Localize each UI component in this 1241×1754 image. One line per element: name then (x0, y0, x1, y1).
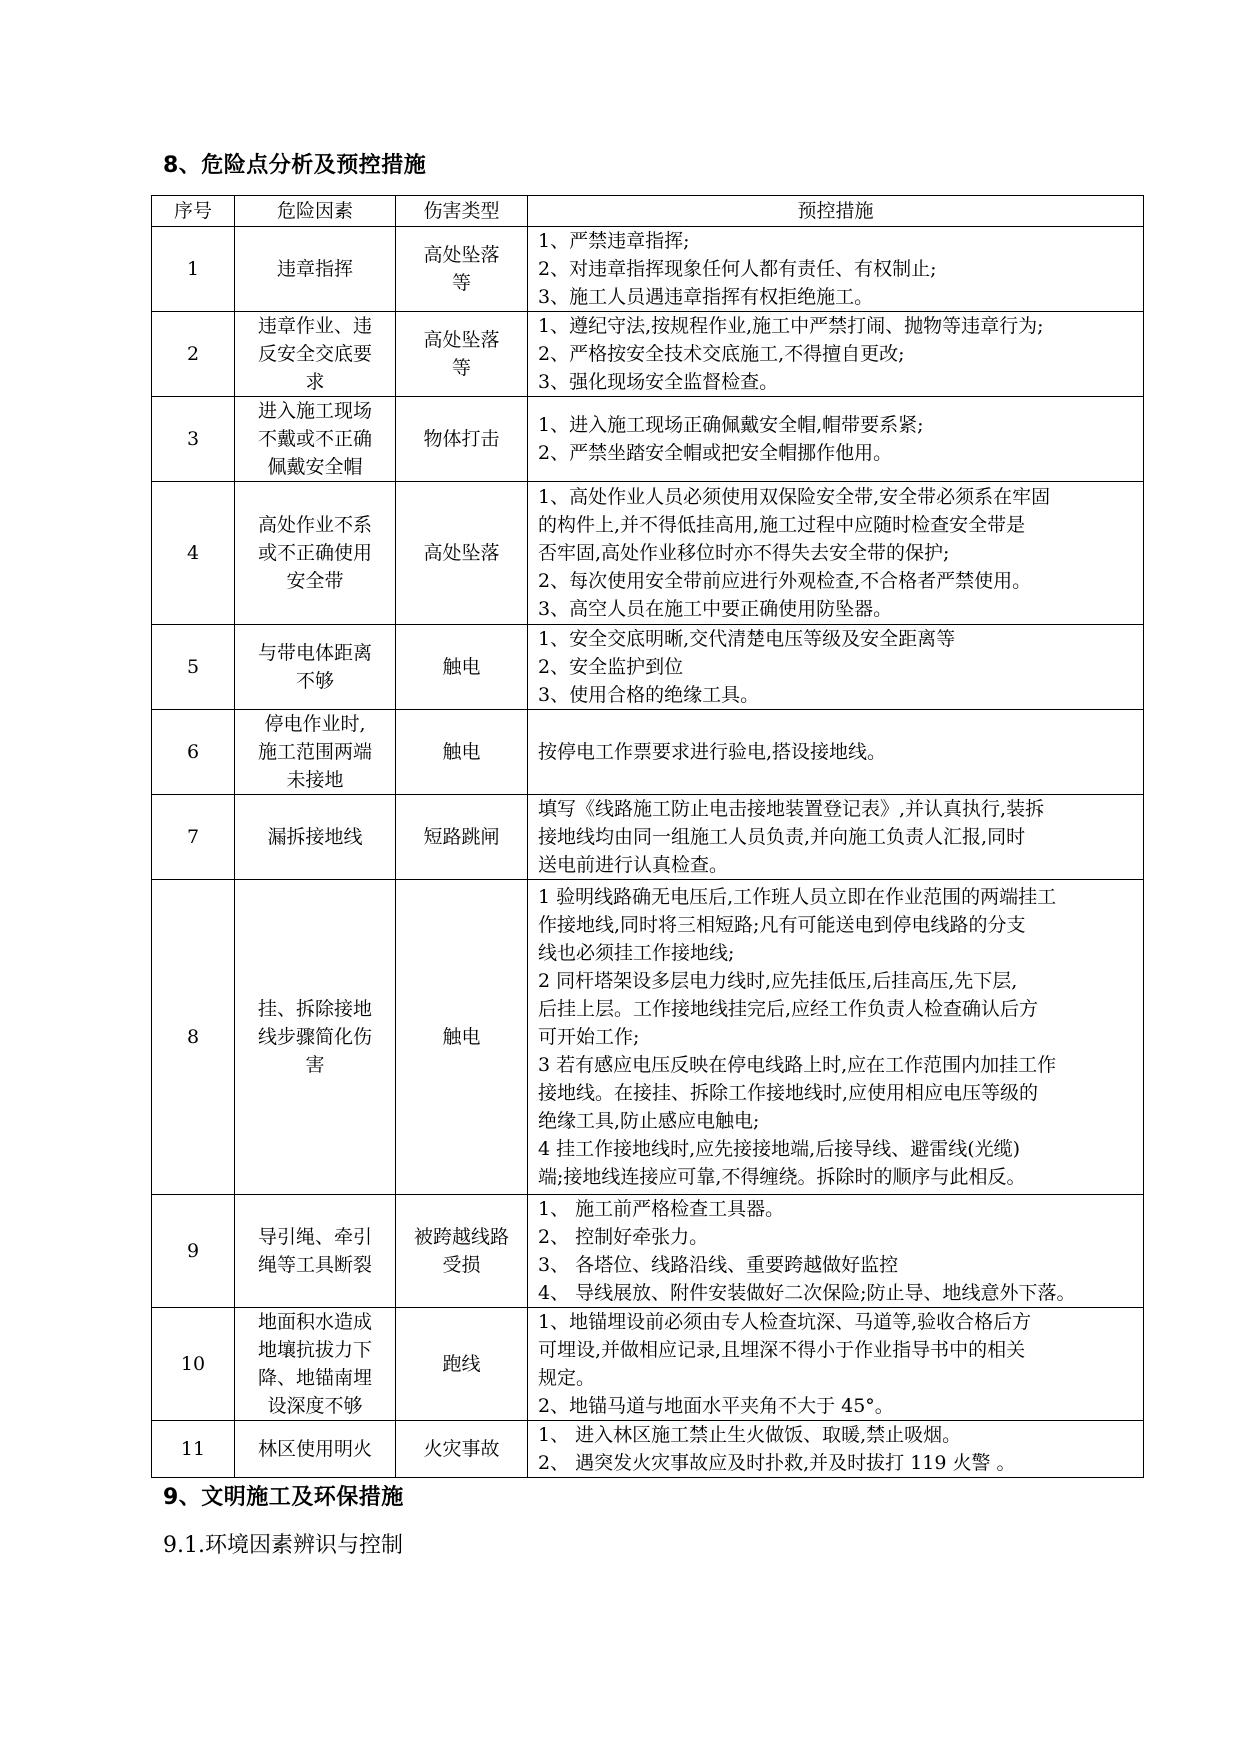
control-measures-line: 可开始工作; (538, 1026, 640, 1048)
hazard-factor-line: 不够 (295, 670, 334, 692)
row-number: 5 (152, 625, 235, 710)
control-measures-line: 2、地锚马道与地面水平夹角不大于 45°。 (538, 1395, 894, 1417)
hazard-factor-line: 设深度不够 (267, 1395, 363, 1417)
header-factor: 危险因素 (235, 196, 396, 227)
hazard-factor (235, 625, 396, 710)
hazard-factor-line: 绳等工具断裂 (257, 1254, 372, 1276)
control-measures-line: 1、高处作业人员必须使用双保险安全带,安全带必须系在牢固 (538, 486, 1051, 508)
row-number: 2 (152, 312, 235, 397)
hazard-factor-line: 未接地 (286, 769, 344, 791)
control-measures-line: 后挂上层。工作接地线挂完后,应经工作负责人检查确认后方 (538, 998, 1039, 1020)
control-measures-line: 的构件上,并不得低挂高用,施工过程中应随时检查安全带是 (538, 514, 1026, 536)
control-measures-line: 2、对违章指挥现象任何人都有责任、有权制止; (538, 258, 937, 280)
control-measures-line: 规定。 (538, 1367, 596, 1389)
hazard-factor-line: 施工范围两端 (257, 741, 372, 763)
control-measures-line: 4、 导线展放、附件安装做好二次保险;防止导、地线意外下落。 (538, 1282, 1076, 1304)
control-measures-line: 送电前进行认真检查。 (538, 854, 729, 876)
table-row (152, 482, 1144, 625)
harm-type-line: 受损 (442, 1254, 481, 1276)
row-number: 11 (152, 1421, 235, 1478)
control-measures-line: 作接地线,同时将三相短路;凡有可能送电到停电线路的分支 (538, 914, 1026, 936)
control-measures (528, 880, 1144, 1195)
harm-type (396, 1195, 528, 1308)
control-measures (528, 795, 1144, 880)
table-row (152, 1421, 1144, 1478)
control-measures-line: 1、遵纪守法,按规程作业,施工中严禁打闹、抛物等违章行为; (538, 315, 1044, 337)
control-measures (528, 397, 1144, 482)
header-harm: 伤害类型 (396, 196, 528, 227)
hazard-factor-line: 进入施工现场 (257, 400, 372, 422)
hazard-factor (235, 482, 396, 625)
hazard-factor-line: 反安全交底要 (257, 343, 372, 365)
hazard-factor-line: 地面积水造成 (257, 1311, 372, 1333)
table-row (152, 710, 1144, 795)
hazard-factor (235, 795, 396, 880)
hazard-factor (235, 397, 396, 482)
control-measures-line: 1、安全交底明晰,交代清楚电压等级及安全距离等 (538, 628, 956, 650)
control-measures-line: 1、 进入林区施工禁止生火做饭、取暖,禁止吸烟。 (538, 1424, 962, 1446)
harm-type-line: 短路跳闸 (423, 826, 500, 848)
harm-type (396, 710, 528, 795)
control-measures-line: 2、 控制好牵张力。 (538, 1226, 709, 1248)
control-measures-line: 4 挂工作接地线时,应先接接地端,后接导线、避雷线(光缆) (538, 1138, 1021, 1160)
harm-type (396, 1308, 528, 1421)
hazard-factor-line: 停电作业时, (264, 713, 366, 735)
header-measures: 预控措施 (528, 196, 1144, 227)
row-number: 8 (152, 880, 235, 1195)
hazard-factor-line: 佩戴安全帽 (267, 456, 363, 478)
control-measures (528, 1308, 1144, 1421)
control-measures-line: 2、严禁坐踏安全帽或把安全帽挪作他用。 (538, 442, 893, 464)
harm-type-line: 触电 (442, 1026, 481, 1048)
control-measures-line: 3、 各塔位、线路沿线、重要跨越做好监控 (538, 1254, 899, 1276)
control-measures-line: 可埋设,并做相应记录,且埋深不得小于作业指导书中的相关 (538, 1339, 1026, 1361)
control-measures-line: 1、严禁违章指挥; (538, 230, 690, 252)
control-measures (528, 312, 1144, 397)
harm-type-line: 触电 (442, 741, 481, 763)
row-number: 3 (152, 397, 235, 482)
harm-type-line: 高处坠落 (423, 542, 500, 564)
table-row (152, 880, 1144, 1195)
hazard-factor-line: 不戴或不正确 (257, 428, 372, 450)
row-number: 6 (152, 710, 235, 795)
harm-type-line: 跑线 (442, 1353, 481, 1375)
table-row (152, 397, 1144, 482)
harm-type (396, 625, 528, 710)
hazard-factor-line: 求 (305, 371, 325, 393)
control-measures-line: 2 同杆塔架设多层电力线时,应先挂低压,后挂高压,先下层, (538, 970, 1018, 992)
harm-type (396, 795, 528, 880)
harm-type-line: 被跨越线路 (413, 1226, 509, 1248)
hazard-factor-line: 漏拆接地线 (267, 826, 363, 848)
harm-type (396, 397, 528, 482)
row-number: 4 (152, 482, 235, 625)
hazard-factor-line: 高处作业不系 (257, 514, 372, 536)
table-header-row (152, 196, 1144, 227)
hazard-factor-line: 线步骤简化伤 (257, 1026, 372, 1048)
hazard-factor (235, 312, 396, 397)
harm-type-line: 等 (451, 357, 471, 379)
control-measures-line: 填写《线路施工防止电击接地装置登记表》,并认真执行,装拆 (538, 798, 1045, 820)
hazard-factor (235, 1195, 396, 1308)
harm-type (396, 1421, 528, 1478)
control-measures (528, 482, 1144, 625)
harm-type-line: 火灾事故 (423, 1438, 500, 1460)
harm-type (396, 227, 528, 312)
table-row (152, 795, 1144, 880)
control-measures-line: 3、施工人员遇违章指挥有权拒绝施工。 (538, 286, 874, 308)
hazard-factor-line: 挂、拆除接地 (257, 998, 372, 1020)
row-number: 10 (152, 1308, 235, 1421)
harm-type-line: 高处坠落 (423, 329, 500, 351)
control-measures-line: 绝缘工具,防止感应电触电; (538, 1110, 760, 1132)
harm-type-line: 高处坠落 (423, 244, 500, 266)
hazard-factor-line: 害 (305, 1054, 325, 1076)
harm-type (396, 880, 528, 1195)
control-measures (528, 1195, 1144, 1308)
hazard-factor-line: 林区使用明火 (257, 1438, 372, 1460)
harm-type-line: 等 (451, 272, 471, 294)
control-measures (528, 1421, 1144, 1478)
control-measures (528, 625, 1144, 710)
control-measures-line: 2、安全监护到位 (538, 656, 684, 678)
harm-type (396, 482, 528, 625)
control-measures-line: 3、强化现场安全监督检查。 (538, 371, 779, 393)
hazard-factor (235, 880, 396, 1195)
control-measures-line: 1、进入施工现场正确佩戴安全帽,帽带要系紧; (538, 414, 924, 436)
table-row (152, 312, 1144, 397)
table-row (152, 625, 1144, 710)
control-measures-line: 接地线均由同一组施工人员负责,并向施工负责人汇报,同时 (538, 826, 1026, 848)
row-number: 7 (152, 795, 235, 880)
control-measures-line: 端;接地线连接应可靠,不得缠绕。拆除时的顺序与此相反。 (538, 1166, 1026, 1188)
section-9-heading: 9、文明施工及环保措施 (163, 1485, 404, 1510)
harm-type-line: 触电 (442, 656, 481, 678)
control-measures-line: 1、 施工前严格检查工具器。 (538, 1198, 785, 1220)
table-row (152, 1195, 1144, 1308)
control-measures-line: 2、严格按安全技术交底施工,不得擅自更改; (538, 343, 905, 365)
row-number: 9 (152, 1195, 235, 1308)
control-measures-line: 1 验明线路确无电压后,工作班人员立即在作业范围的两端挂工 (538, 886, 1057, 908)
hazard-factor-line: 与带电体距离 (257, 642, 372, 664)
hazard-factor-line: 降、地锚南埋 (257, 1367, 372, 1389)
hazard-factor (235, 710, 396, 795)
control-measures-line: 3、高空人员在施工中要正确使用防坠器。 (538, 598, 893, 620)
control-measures-line: 1、地锚埋设前必须由专人检查坑深、马道等,验收合格后方 (538, 1311, 1032, 1333)
control-measures-line: 接地线。在接挂、拆除工作接地线时,应使用相应电压等级的 (538, 1082, 1039, 1104)
table-row (152, 1308, 1144, 1421)
control-measures (528, 227, 1144, 312)
control-measures-line: 按停电工作票要求进行验电,搭设接地线。 (538, 741, 887, 763)
harm-type (396, 312, 528, 397)
hazard-factor-line: 或不正确使用 (257, 542, 372, 564)
hazard-factor (235, 1421, 396, 1478)
harm-type-line: 物体打击 (423, 428, 500, 450)
control-measures-line: 3、使用合格的绝缘工具。 (538, 684, 760, 706)
header-no: 序号 (152, 196, 235, 227)
hazard-factor-line: 导引绳、牵引 (257, 1226, 372, 1248)
control-measures-line: 线也必须挂工作接地线; (538, 942, 735, 964)
control-measures-line: 2、每次使用安全带前应进行外观检查,不合格者严禁使用。 (538, 570, 1032, 592)
hazard-factor-line: 安全带 (286, 570, 344, 592)
hazard-factor-line: 违章指挥 (276, 258, 353, 280)
control-measures (528, 710, 1144, 795)
hazard-factor-line: 地壤抗拔力下 (257, 1339, 372, 1361)
section-9-1-heading: 9.1.环境因素辨识与控制 (163, 1533, 403, 1558)
hazard-factor-line: 违章作业、违 (257, 315, 372, 337)
control-measures-line: 3 若有感应电压反映在停电线路上时,应在工作范围内加挂工作 (538, 1054, 1057, 1076)
risk-table (151, 195, 1144, 1478)
table-row (152, 227, 1144, 312)
control-measures-line: 2、 遇突发火灾事故应及时扑救,并及时拔打 119 火警 。 (538, 1452, 1016, 1474)
hazard-factor (235, 227, 396, 312)
section-8-heading: 8、危险点分析及预控措施 (163, 153, 427, 178)
control-measures-line: 否牢固,高处作业移位时亦不得失去安全带的保护; (538, 542, 950, 564)
hazard-factor (235, 1308, 396, 1421)
row-number: 1 (152, 227, 235, 312)
